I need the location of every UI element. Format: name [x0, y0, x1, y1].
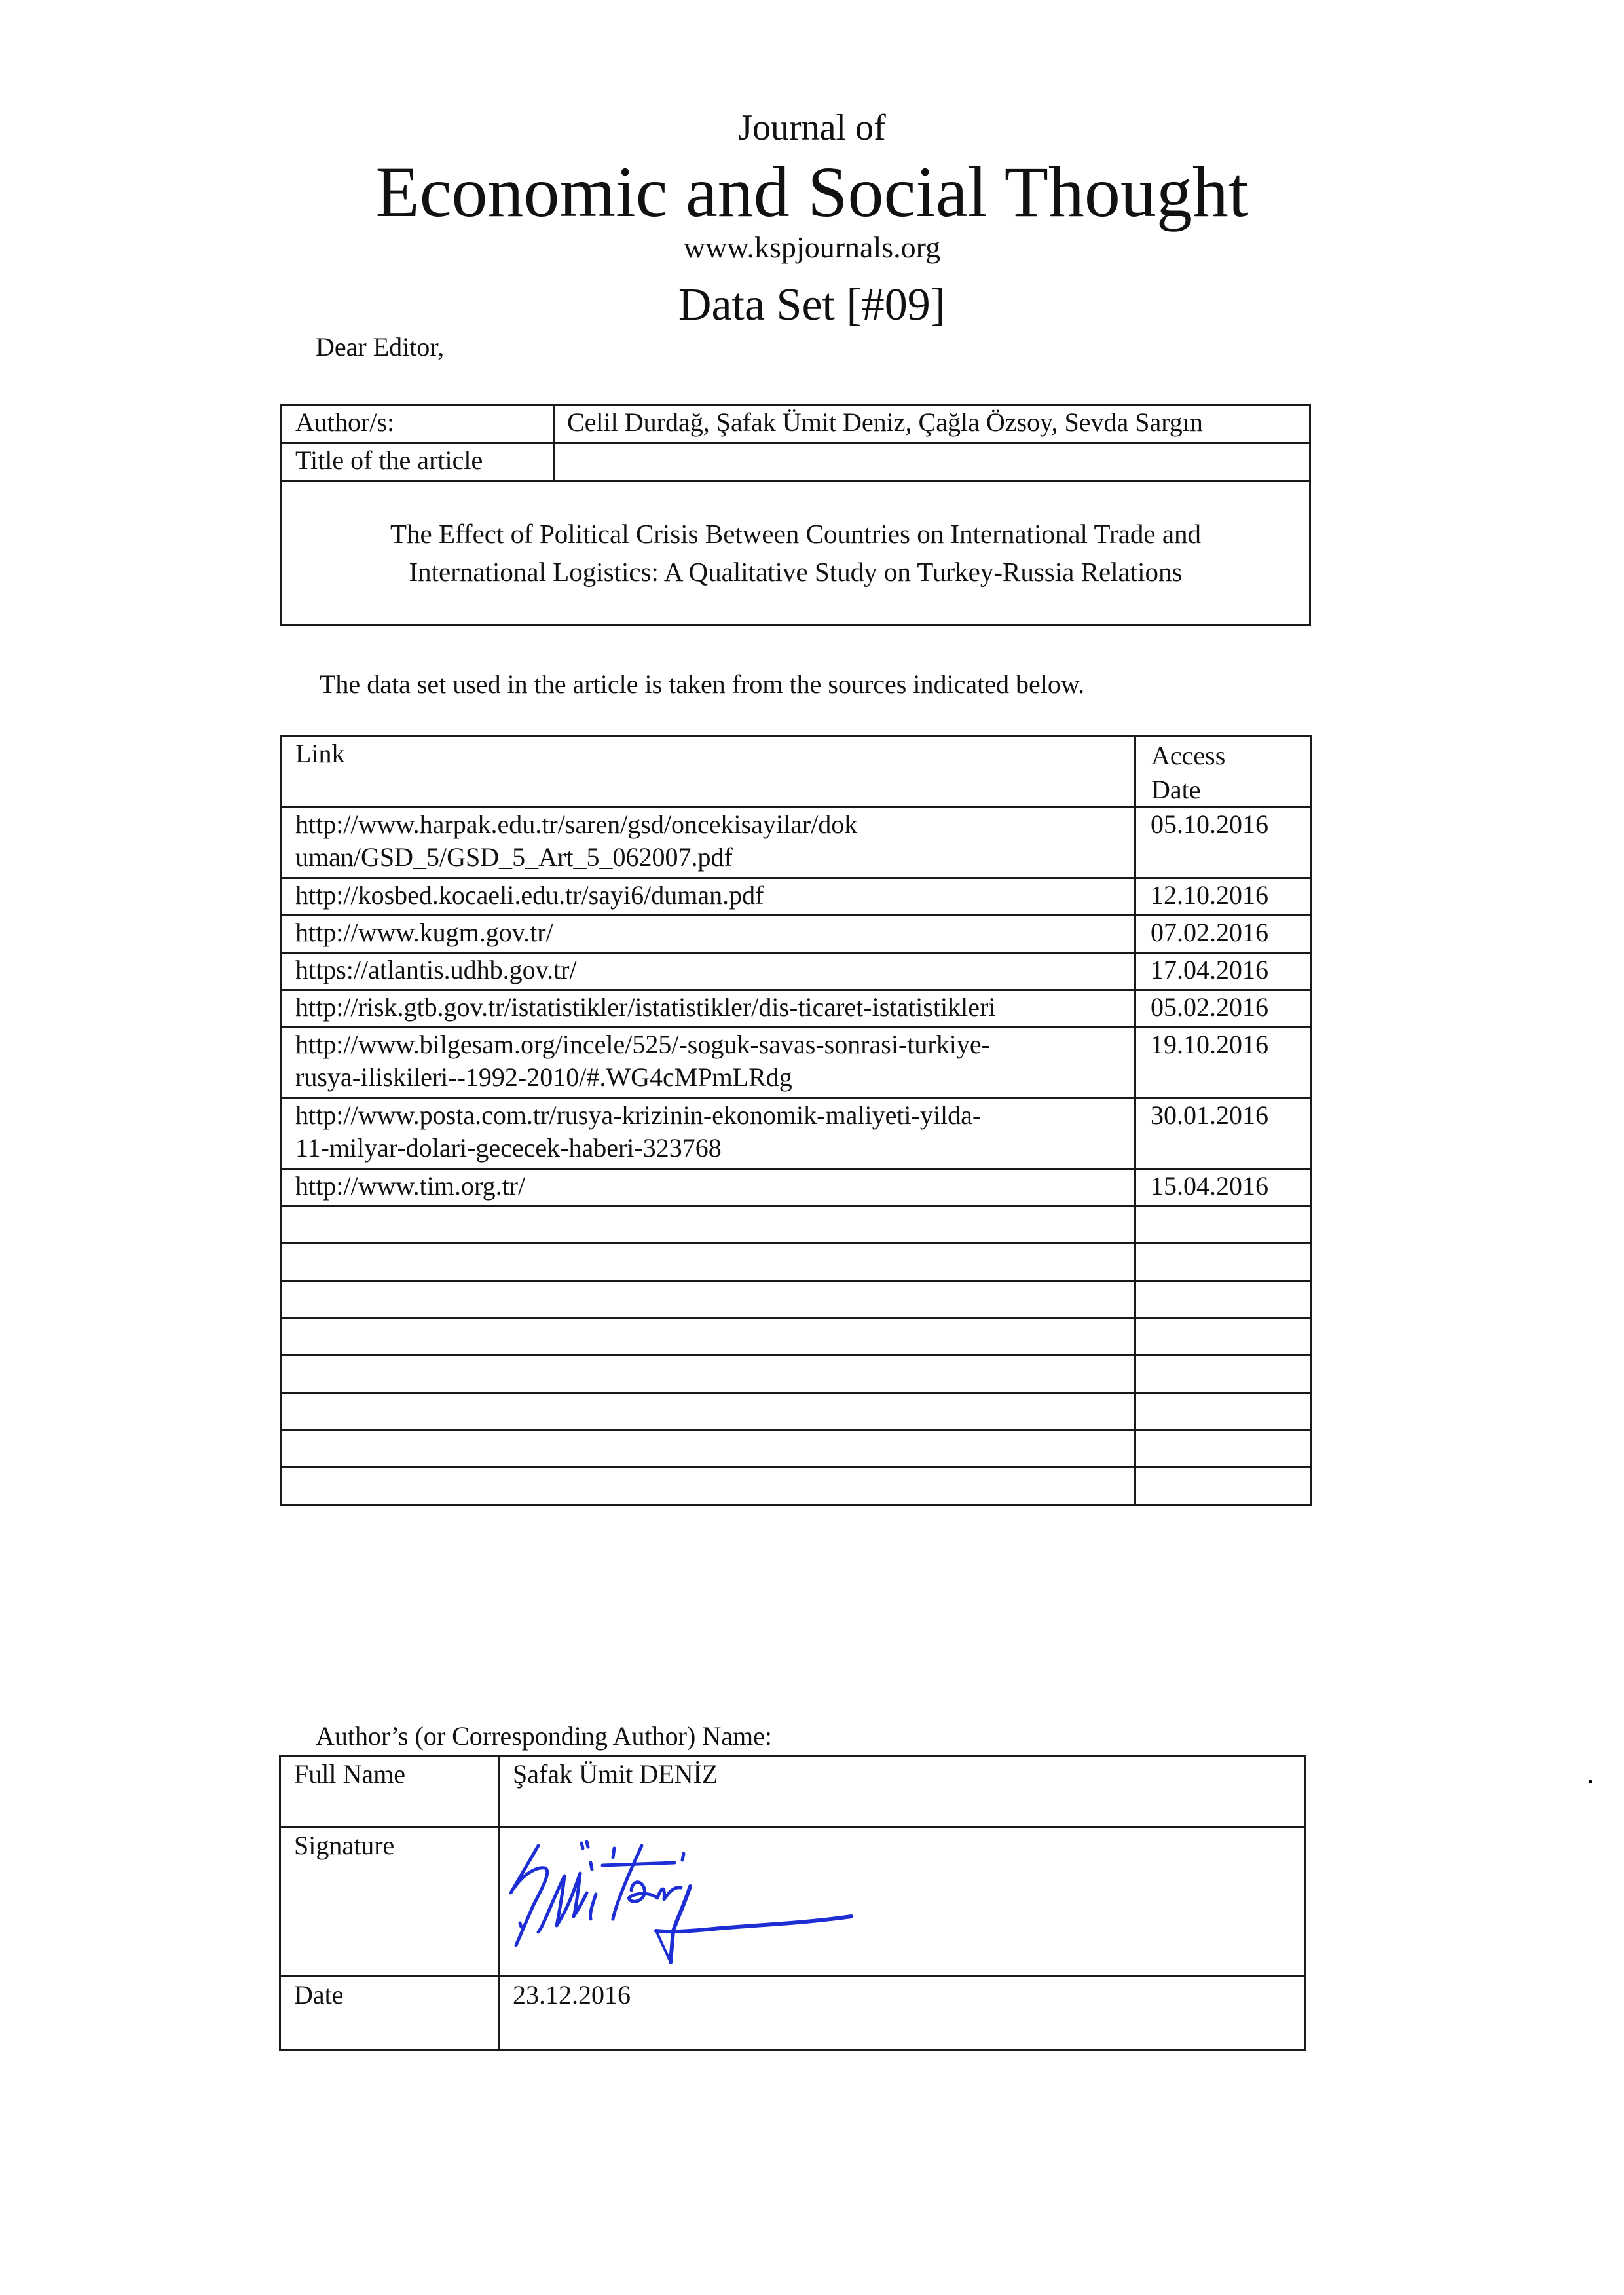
- source-link-line-1: http://www.bilgesam.org/incele/525/-soguk-savas-sonrasi-turkiye-: [295, 1030, 990, 1059]
- source-link-line-2: uman/GSD_5/GSD_5_Art_5_062007.pdf: [295, 842, 733, 872]
- source-link[interactable]: [295, 916, 553, 949]
- table-rule: [280, 952, 1311, 954]
- table-rule: [279, 2049, 1306, 2051]
- source-access-date: 05.10.2016: [1151, 810, 1268, 839]
- table-rule: [280, 989, 1311, 991]
- table-rule: [280, 1504, 1311, 1506]
- table-rule: [280, 624, 1311, 626]
- journal-website: www.kspjournals.org: [683, 231, 941, 264]
- source-link-line-1: http://kosbed.kocaeli.edu.tr/sayi6/duman.pdf: [295, 880, 764, 910]
- access-date-header-line-2: Date: [1151, 775, 1201, 804]
- authors-label: Author/s:: [295, 407, 395, 437]
- date-value: 23.12.2016: [513, 1980, 631, 2009]
- signature-stroke: [511, 1846, 547, 1945]
- source-link-line-1: http://www.tim.org.tr/: [295, 1171, 526, 1201]
- signature-strokes: [511, 1842, 851, 1962]
- source-access-date: 07.02.2016: [1151, 918, 1268, 947]
- authors-value: Celil Durdağ, Şafak Ümit Deniz, Çağla Özsoy, Sevda Sargın: [567, 407, 1203, 437]
- source-access-date: 17.04.2016: [1151, 955, 1268, 984]
- table-rule: [280, 1466, 1311, 1468]
- source-link[interactable]: [295, 808, 857, 874]
- full-name-value: Şafak Ümit DENİZ: [513, 1759, 718, 1789]
- table-rule: [280, 1205, 1311, 1207]
- table-rule: [280, 1429, 1311, 1431]
- date-label: Date: [294, 1980, 344, 2009]
- author-heading: Author’s (or Corresponding Author) Name:: [316, 1721, 772, 1751]
- source-link-line-1: http://www.posta.com.tr/rusya-krizinin-ekonomik-maliyeti-yilda-: [295, 1100, 982, 1130]
- table-rule: [1304, 1755, 1306, 2051]
- signature-stroke: [581, 1842, 684, 1919]
- table-rule: [280, 1168, 1311, 1170]
- source-link[interactable]: [295, 1099, 981, 1165]
- table-rule: [280, 806, 1311, 808]
- article-title-line-2: International Logistics: A Qualitative Study on Turkey-Russia Relations: [409, 557, 1183, 587]
- source-link-line-2: rusya-iliskileri--1992-2010/#.WG4cMPmLRdg: [295, 1062, 792, 1092]
- table-rule: [553, 404, 555, 481]
- source-link[interactable]: [295, 991, 995, 1024]
- journal-prefix: Journal of: [738, 107, 886, 148]
- table-rule: [279, 1755, 281, 2051]
- source-link-line-1: http://www.kugm.gov.tr/: [295, 918, 553, 947]
- journal-name: Economic and Social Thought: [375, 152, 1249, 232]
- table-rule: [279, 1826, 1306, 1828]
- article-title-line-1: The Effect of Political Crisis Between Countries on International Trade and: [390, 519, 1202, 549]
- column-header-access-date: [1151, 739, 1225, 807]
- sources-intro: The data set used in the article is taken from the sources indicated below.: [320, 669, 1085, 699]
- source-link[interactable]: [295, 1028, 990, 1094]
- signature-stroke: [656, 1886, 851, 1962]
- source-access-date: 05.02.2016: [1151, 992, 1268, 1022]
- source-link-line-2: 11-milyar-dolari-gececek-haberi-323768: [295, 1133, 722, 1163]
- table-rule: [280, 735, 1311, 737]
- column-header-link: Link: [295, 739, 345, 768]
- source-link-line-1: https://atlantis.udhb.gov.tr/: [295, 955, 577, 984]
- table-rule: [280, 1280, 1311, 1282]
- table-rule: [280, 1026, 1311, 1028]
- table-rule: [1310, 735, 1312, 1506]
- source-link[interactable]: [295, 1170, 525, 1203]
- greeting: Dear Editor,: [316, 332, 445, 362]
- source-access-date: 12.10.2016: [1151, 880, 1268, 910]
- signature-label: Signature: [294, 1831, 395, 1860]
- table-rule: [280, 914, 1311, 916]
- source-access-date: 15.04.2016: [1151, 1171, 1268, 1201]
- source-access-date: 19.10.2016: [1151, 1030, 1268, 1059]
- table-rule: [279, 1975, 1306, 1977]
- table-rule: [280, 1354, 1311, 1356]
- table-rule: [280, 877, 1311, 879]
- source-link[interactable]: [295, 954, 577, 986]
- table-rule: [279, 1755, 1306, 1757]
- source-link-line-1: http://risk.gtb.gov.tr/istatistikler/istatistikler/dis-ticaret-istatistikleri: [295, 992, 996, 1022]
- table-rule: [280, 480, 1311, 482]
- table-rule: [1134, 735, 1136, 1506]
- handwritten-signature: [504, 1834, 910, 1971]
- dataset-label: Data Set [#09]: [678, 280, 946, 330]
- title-label: Title of the article: [295, 445, 483, 475]
- signature-stroke: [656, 1931, 671, 1962]
- source-link[interactable]: [295, 879, 764, 912]
- source-access-date: 30.01.2016: [1151, 1100, 1268, 1130]
- full-name-label: Full Name: [294, 1759, 405, 1789]
- signature-stroke: [520, 1923, 521, 1927]
- article-title: [282, 515, 1310, 591]
- table-rule: [280, 1097, 1311, 1099]
- table-rule: [280, 735, 282, 1506]
- access-date-header-line-1: Access: [1151, 741, 1226, 770]
- source-link-line-1: http://www.harpak.edu.tr/saren/gsd/oncekisayilar/dok: [295, 810, 858, 839]
- table-rule: [280, 1242, 1311, 1244]
- table-rule: [280, 1317, 1311, 1319]
- scan-artifact-dot: [1589, 1780, 1592, 1783]
- table-rule: [498, 1755, 500, 2051]
- table-rule: [280, 1392, 1311, 1394]
